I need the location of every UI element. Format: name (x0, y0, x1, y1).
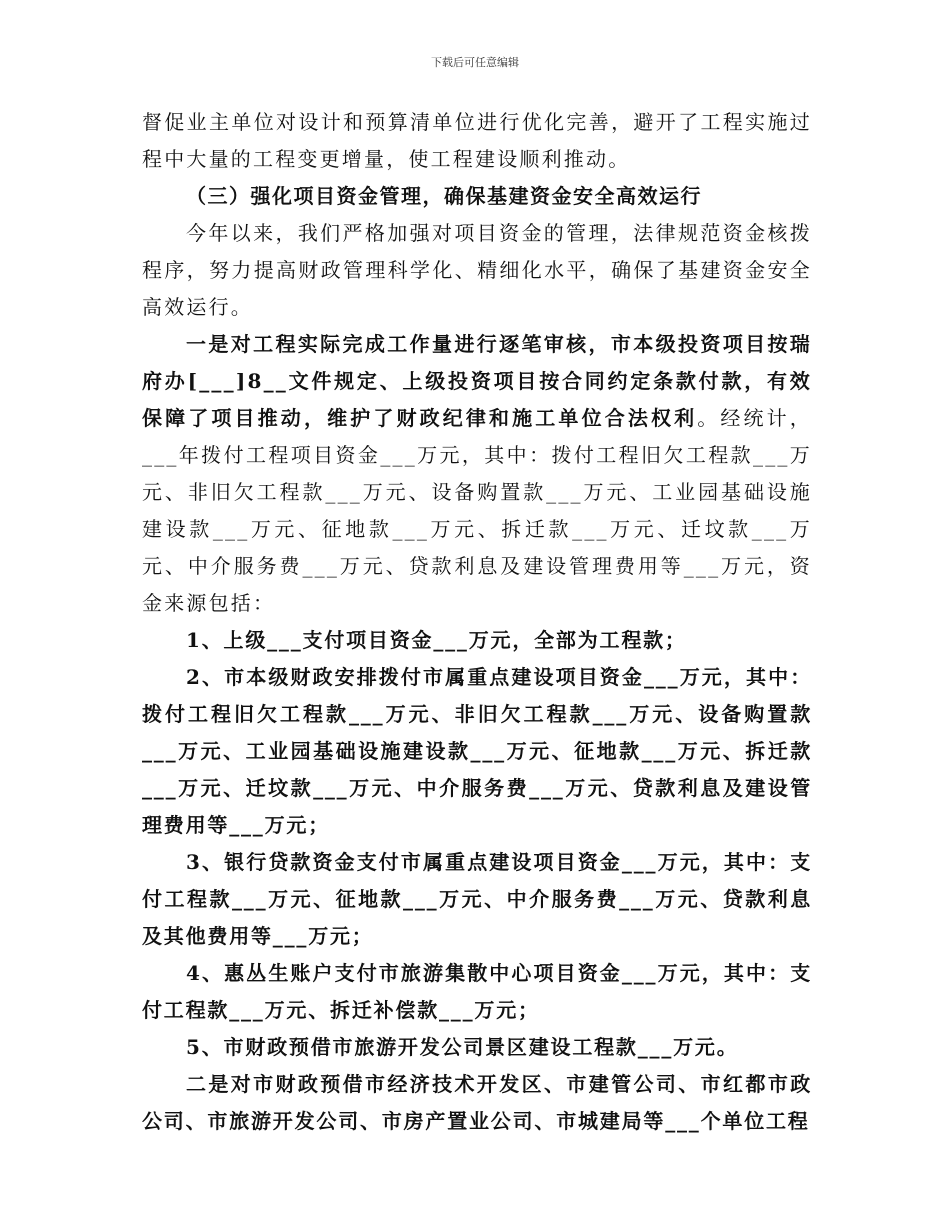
list-item-1: 1、上级___支付项目资金___万元，全部为工程款； (186, 628, 687, 652)
paragraph-second-point: 二是对市财政预借市经济技术开发区、市建管公司、市红都市政公司、市旅游开发公司、市房产置业公司、市城建局等___个单位工程 (142, 1072, 812, 1133)
list-item-2: 2、市本级财政安排拨付市属重点建设项目资金___万元，其中：拨付工程旧欠工程款___万元、非旧欠工程款___万元、设备购置款___万元、工业园基础设施建设款___万元、征地款___万元、拆迁款___万元、迁坟款___万元、中介服务费___万元、贷款利息及建设管理费用等___万元； (142, 665, 812, 837)
list-item-3: 3、银行贷款资金支付市属重点建设项目资金___万元，其中：支付工程款___万元、征地款___万元、中介服务费___万元、贷款利息及其他费用等___万元； (142, 850, 812, 948)
paragraph-continuation: 督促业主单位对设计和预算清单位进行优化完善，避开了工程实施过程中大量的工程变更增量，使工程建设顺利推动。 (142, 110, 812, 171)
paragraph-first-point (142, 326, 812, 622)
first-point-bold-text: 一是对工程实际完成工作量进行逐笔审核，市本级投资项目按瑞府办[___]8__文件规定、上级投资项目按合同约定条款付款，有效保障了项目推动，维护了财政纪律和施工单位合法权利 (142, 332, 812, 430)
document-body (142, 104, 812, 1140)
page-header: 下载后可任意编辑 (431, 56, 519, 69)
list-item-5: 5、市财政预借市旅游开发公司景区建设工程款___万元。 (186, 1035, 739, 1059)
paragraph-intro: 今年以来，我们严格加强对项目资金的管理，法律规范资金核拨程序，努力提高财政管理科学化、精细化水平，确保了基建资金安全高效运行。 (142, 221, 812, 319)
list-item-4: 4、惠丛生账户支付市旅游集散中心项目资金___万元，其中：支付工程款___万元、拆迁补偿款___万元； (142, 961, 812, 1022)
first-point-normal-text: 。经统计，___年拨付工程项目资金___万元，其中：拨付工程旧欠工程款___万元、非旧欠工程款___万元、设备购置款___万元、工业园基础设施建设款___万元、征地款___万元、拆迁款___万元、迁坟款___万元、中介服务费___万元、贷款利息及建设管理费用等___万元，资金来源包括： (142, 406, 812, 615)
section-heading: （三）强化项目资金管理，确保基建资金安全高效运行 (186, 184, 702, 208)
